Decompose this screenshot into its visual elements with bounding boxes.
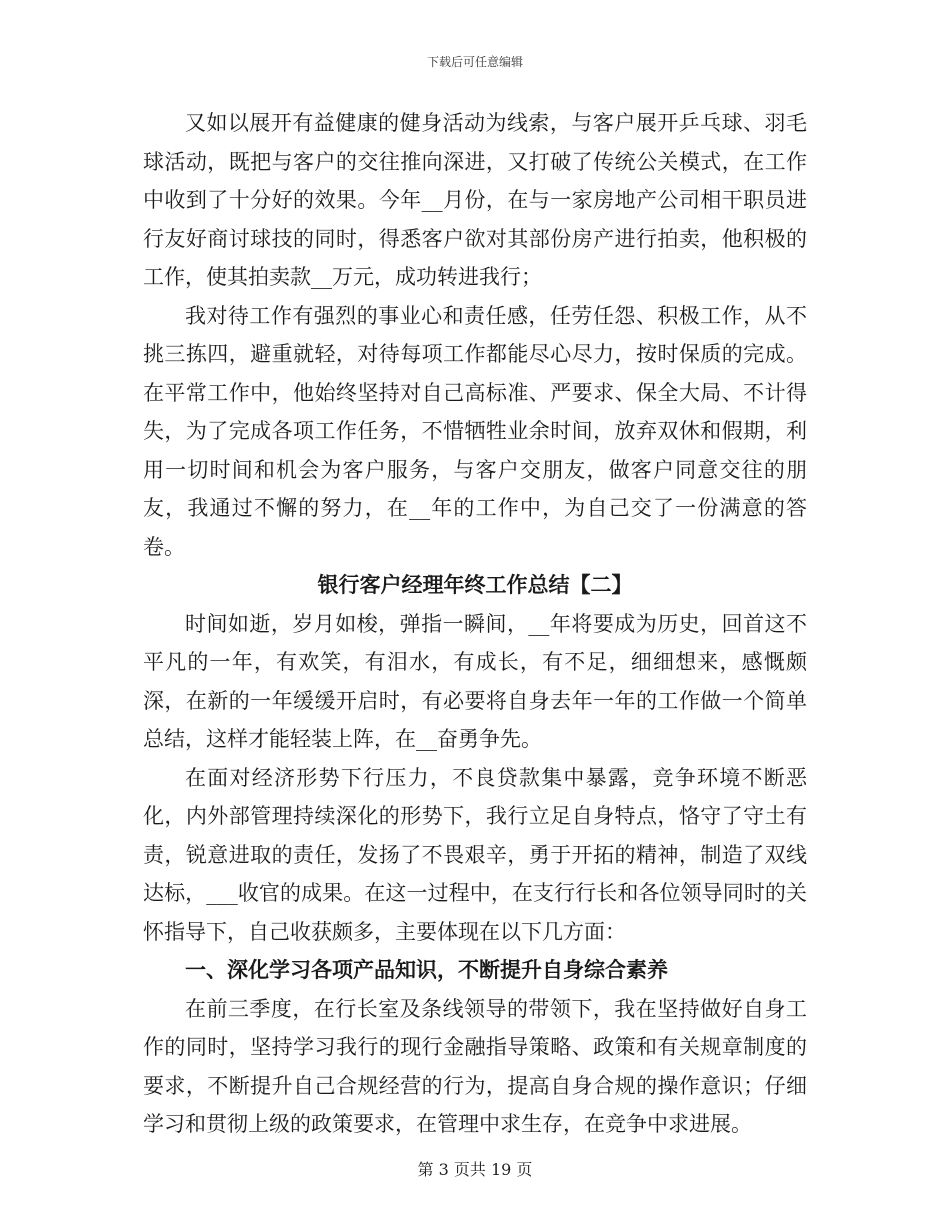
document-body (143, 104, 807, 1144)
section-title: 银行客户经理年终工作总结【二】 (317, 572, 633, 597)
page-header: 下载后可任意编辑 (426, 55, 523, 69)
body-paragraph-2: 我对待工作有强烈的事业心和责任感，任劳任怨、积极工作，从不挑三拣四，避重就轻，对待每项工作都能尽心尽力，按时保质的完成。在平常工作中，他始终坚持对自己高标准、严要求、保全大局、不计得失，为了完成各项工作任务，不惜牺牲业余时间，放弃双休和假期，利用一切时间和机会为客户服务，与客户交朋友，做客户同意交往的朋友，我通过不懈的努力，在__年的工作中，为自己交了一份满意的答卷。 (143, 303, 807, 559)
section-paragraph-1: 时间如逝，岁月如梭，弹指一瞬间，__年将要成为历史，回首这不平凡的一年，有欢笑，有泪水，有成长，有不足，细细想来，感慨颇深，在新的一年缓缓开启时，有必要将自身去年一年的工作做一个简单总结，这样才能轻装上阵，在__奋勇争先。 (143, 611, 807, 751)
page-footer: 第 3 页共 19 页 (417, 1160, 533, 1179)
final-paragraph: 在前三季度，在行长室及条线领导的带领下，我在坚持做好自身工作的同时，坚持学习我行的现行金融指导策略、政策和有关规章制度的要求，不断提升自己合规经营的行为，提高自身合规的操作意识；仔细学习和贯彻上级的政策要求，在管理中求生存，在竞争中求进展。 (143, 996, 807, 1136)
body-paragraph-1: 又如以展开有益健康的健身活动为线索，与客户展开乒乓球、羽毛球活动，既把与客户的交往推向深进，又打破了传统公关模式，在工作中收到了十分好的效果。今年__月份，在与一家房地产公司相干职员进行友好商讨球技的同时，得悉客户欲对其部份房产进行拍卖，他积极的工作，使其拍卖款__万元，成功转进我行； (143, 111, 807, 289)
section-paragraph-2: 在面对经济形势下行压力，不良贷款集中暴露，竞争环境不断恶化，内外部管理持续深化的形势下，我行立足自身特点，恪守了守土有责，锐意进取的责任，发扬了不畏艰辛，勇于开拓的精神，制造了双线达标，___收官的成果。在这一过程中，在支行行长和各位领导同时的关怀指导下，自己收获颇多，主要体现在以下几方面： (143, 765, 807, 944)
sub-heading: 一、深化学习各项产品知识，不断提升自身综合素养 (185, 957, 668, 982)
